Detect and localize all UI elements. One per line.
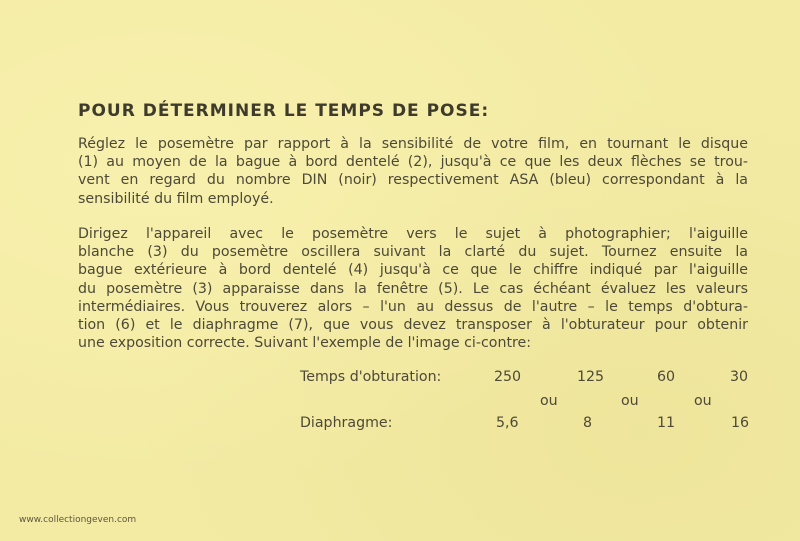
paragraph-line: sensibilité du film employé. — [78, 190, 274, 207]
aperture-label: Diaphragme: — [300, 415, 393, 431]
paragraph-line: intermédiaires. Vous trouverez alors – l'un au dessus de l'autre – le temps d'obtura- — [78, 298, 748, 315]
paragraph-line: du posemètre (3) apparaisse dans la fenêtre (5). Le cas échéant évaluez les valeurs — [78, 280, 748, 297]
paragraph-line: Réglez le posemètre par rapport à la sensibilité de votre film, en tournant le disque — [78, 136, 748, 152]
paragraph-line: (1) au moyen de la bague à bord dentelé (2), jusqu'à ce que les deux flèches se trou- — [78, 154, 748, 171]
section-heading: POUR DÉTERMINER LE TEMPS DE POSE: — [78, 101, 490, 121]
paragraph-line: blanche (3) du posemètre oscillera suivant la clarté du sujet. Tournez ensuite la — [78, 244, 748, 261]
shutter-speed-value: 60 — [657, 369, 676, 385]
aperture-value: 5,6 — [496, 415, 519, 431]
paragraph-line: tion (6) et le diaphragme (7), que vous devez transposer à l'obturateur pour obtenir — [78, 317, 748, 334]
paragraph-line: une exposition correcte. Suivant l'exemple de l'image ci-contre: — [78, 335, 532, 352]
paragraph-light-meter — [78, 225, 748, 352]
aperture-value: 11 — [657, 415, 676, 431]
paragraph-line: bague extérieure à bord dentelé (4) jusqu'à ce que le chiffre indiqué par l'aiguille — [78, 262, 748, 279]
paragraph-film-sensitivity — [78, 135, 748, 208]
shutter-speed-value: 250 — [494, 369, 522, 385]
or-separator: ou — [540, 393, 558, 409]
or-separator: ou — [621, 393, 639, 409]
shutter-speed-label: Temps d'obturation: — [300, 369, 442, 385]
website-watermark[interactable]: www.collectiongeven.com — [19, 515, 137, 525]
aperture-value: 8 — [583, 415, 593, 431]
shutter-speed-value: 30 — [730, 369, 749, 385]
shutter-speed-value: 125 — [577, 369, 605, 385]
paragraph-line: vent en regard du nombre DIN (noir) respectivement ASA (bleu) correspondant à la — [78, 172, 748, 189]
paragraph-line: Dirigez l'appareil avec le posemètre vers le sujet à photographier; l'aiguille — [78, 226, 748, 242]
aperture-value: 16 — [731, 415, 750, 431]
or-separator: ou — [694, 393, 712, 409]
